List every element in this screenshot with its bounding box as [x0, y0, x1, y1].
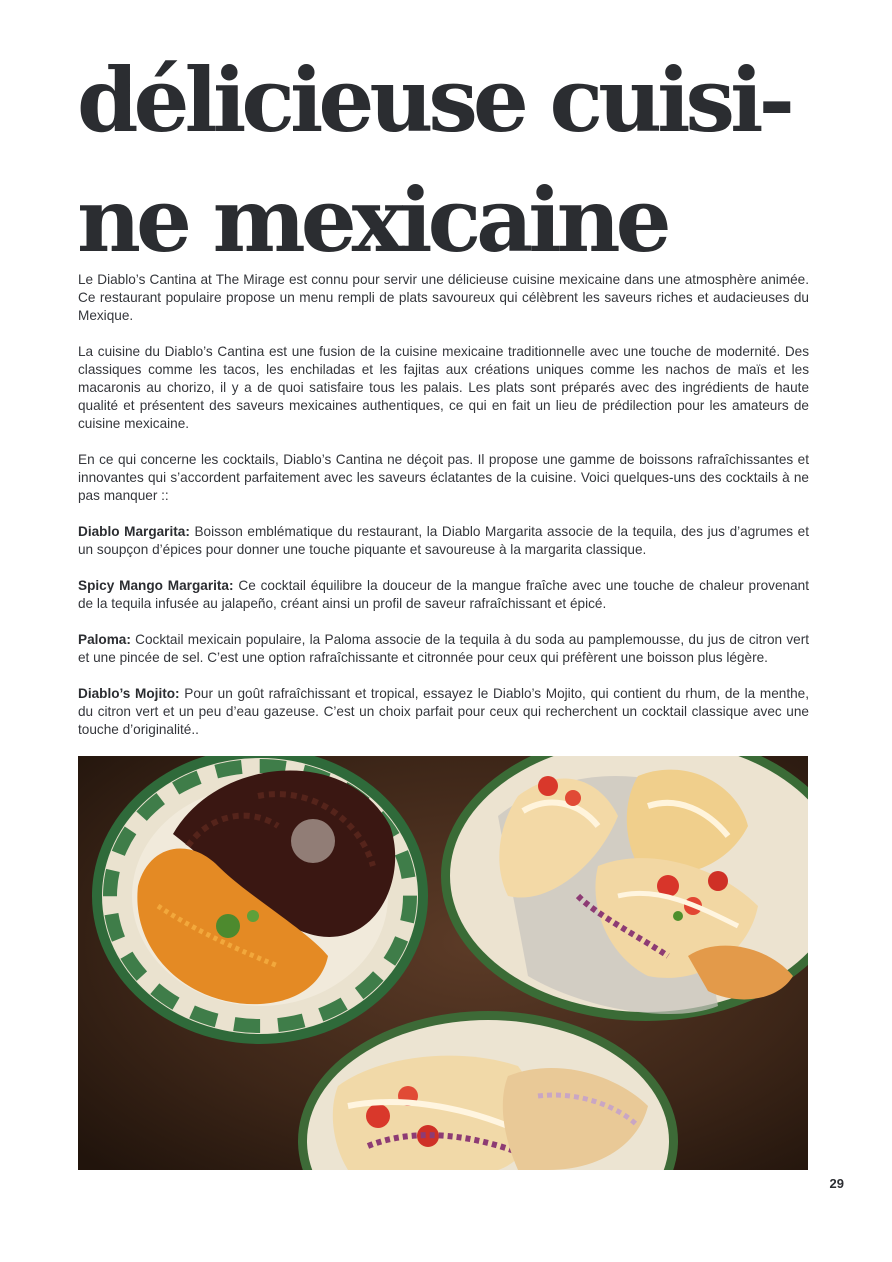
- cocktail-item: [78, 577, 809, 613]
- cocktail-list: [78, 523, 809, 739]
- title-line-1: délicieuse cuisi-: [77, 48, 791, 152]
- cocktail-name: Paloma:: [78, 632, 131, 647]
- title-line-2: ne mexicaine: [77, 168, 667, 272]
- article-body: [78, 271, 809, 793]
- intro-paragraph: Le Diablo’s Cantina at The Mirage est connu pour servir une délicieuse cuisine mexicaine dans une atmosphère animée. Ce restaurant populaire propose un menu rempli de plats savoureux qui célèbrent les saveurs riches et audacieuses du Mexique.: [78, 272, 809, 323]
- cocktail-description: Ce cocktail équilibre la douceur de la mangue fraîche avec une touche de chaleur provenant de la tequila infusée au jalapeño, créant ainsi un profil de saveur rafraîchissant et épicé.: [78, 578, 809, 611]
- cuisine-paragraph: La cuisine du Diablo’s Cantina est une fusion de la cuisine mexicaine traditionnelle avec une touche de modernité. Des classiques comme les tacos, les enchiladas et les fajitas aux créations uniques comme les nachos de maïs et les macaronis au chorizo, il y a de quoi satisfaire tous les palais. Les plats sont préparés avec des ingrédients de haute qualité et présentent des saveurs mexicaines authentiques, ce qui en fait un lieu de prédilection pour les amateurs de cuisine mexicaine.: [78, 344, 809, 431]
- page-number: 29: [829, 1176, 844, 1191]
- cocktail-description: Boisson emblématique du restaurant, la Diablo Margarita associe de la tequila, des jus d’agrumes et un soupçon d’épices pour donner une touche piquante et savoureuse à la margarita classique.: [78, 524, 809, 557]
- cocktail-name: Spicy Mango Margarita:: [78, 578, 234, 593]
- food-photo-illustration: [78, 756, 808, 1170]
- cocktail-name: Diablo’s Mojito:: [78, 686, 180, 701]
- beans-and-rice-plate: [92, 756, 428, 1044]
- cocktail-item: [78, 523, 809, 559]
- cocktail-description: Cocktail mexicain populaire, la Paloma associe de la tequila à du soda au pamplemousse, du jus de citron vert et une pincée de sel. C’est une option rafraîchissante et citronnée pour ceux qui préfèrent une boisson plus légère.: [78, 632, 809, 665]
- cocktails-intro-paragraph: En ce qui concerne les cocktails, Diablo’s Cantina ne déçoit pas. Il propose une gamme de boissons rafraîchissantes et innovantes qui s’accordent parfaitement avec les saveurs éclatantes de la cuisine. Voici quelques-uns des cocktails à ne pas manquer ::: [78, 452, 809, 503]
- cocktail-name: Diablo Margarita:: [78, 524, 190, 539]
- food-photo: [78, 756, 808, 1170]
- cocktail-item: [78, 631, 809, 667]
- cocktail-description: Pour un goût rafraîchissant et tropical, essayez le Diablo’s Mojito, qui contient du rhum, de la menthe, du citron vert et un peu d’eau gazeuse. C’est un choix parfait pour ceux qui recherchent un cocktail classique avec une touche d’originalité..: [78, 686, 810, 737]
- cocktail-item: [78, 685, 809, 739]
- page-title: [77, 40, 817, 280]
